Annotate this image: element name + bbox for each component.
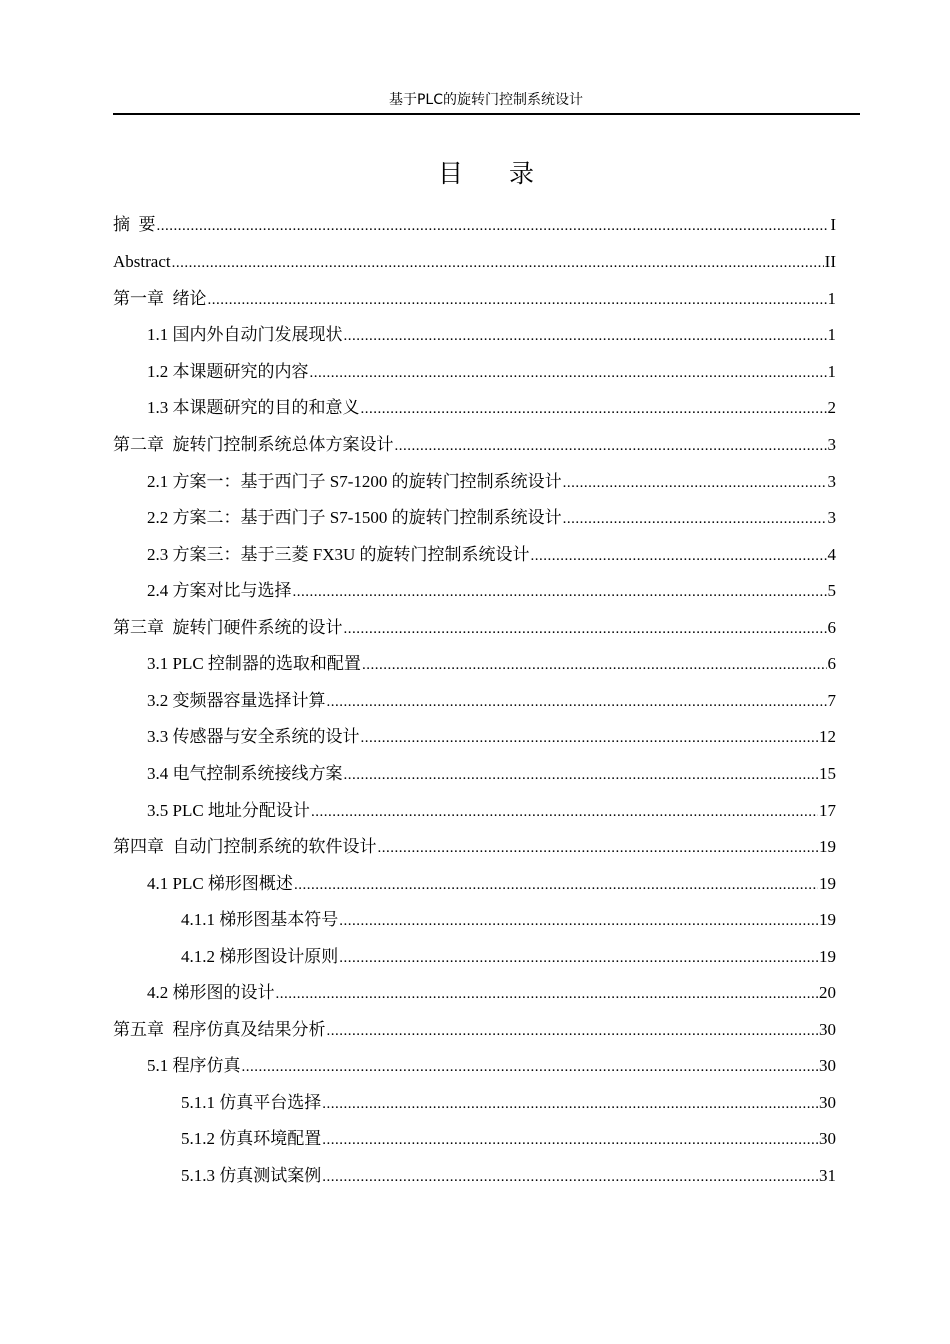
toc-dot-leader bbox=[172, 251, 824, 275]
toc-page-number: 30 bbox=[819, 1020, 836, 1039]
toc-page-number: 19 bbox=[819, 947, 836, 966]
toc-entry-text: 第五章 程序仿真及结果分析 bbox=[113, 1020, 326, 1039]
toc-entry-5-1-3[interactable] bbox=[181, 1164, 836, 1188]
toc-entry-2-1[interactable] bbox=[147, 470, 836, 494]
toc-dot-leader bbox=[322, 1165, 818, 1189]
toc-entry-5-1-2[interactable] bbox=[181, 1127, 836, 1151]
toc-entry-chapter-1[interactable] bbox=[113, 287, 836, 311]
toc-page-number: 19 bbox=[819, 910, 836, 929]
toc-entry-5-1[interactable] bbox=[147, 1054, 836, 1078]
toc-dot-leader bbox=[294, 873, 818, 897]
toc-page-number: 6 bbox=[827, 618, 836, 637]
toc-entry-text: 3.2 变频器容量选择计算 bbox=[147, 691, 326, 710]
toc-entry-text: 5.1.1 仿真平台选择 bbox=[181, 1093, 322, 1112]
toc-page-number: 3 bbox=[827, 435, 836, 454]
running-header: 基于PLC的旋转门控制系统设计 bbox=[388, 92, 584, 108]
toc-dot-leader bbox=[157, 214, 830, 238]
toc-page-number: 12 bbox=[819, 727, 836, 746]
toc-dot-leader bbox=[361, 726, 819, 750]
toc-entry-4-1-1[interactable] bbox=[181, 908, 836, 932]
toc-entry-abstract-en[interactable] bbox=[113, 250, 836, 274]
toc-dot-leader bbox=[310, 361, 827, 385]
toc-page-number: 3 bbox=[827, 508, 836, 527]
toc-dot-leader bbox=[327, 690, 827, 714]
toc-entry-1-2[interactable] bbox=[147, 360, 836, 384]
toc-dot-leader bbox=[322, 1092, 818, 1116]
toc-entry-1-1[interactable] bbox=[147, 323, 836, 347]
toc-entry-2-4[interactable] bbox=[147, 579, 836, 603]
toc-page-number: 31 bbox=[819, 1166, 836, 1185]
toc-page-number: 17 bbox=[819, 801, 836, 820]
toc-page-number: II bbox=[824, 252, 836, 271]
toc-entry-text: 摘 要 bbox=[113, 215, 156, 234]
toc-dot-leader bbox=[339, 909, 818, 933]
toc-entry-4-1-2[interactable] bbox=[181, 945, 836, 969]
toc-dot-leader bbox=[344, 324, 827, 348]
toc-dot-leader bbox=[563, 471, 827, 495]
toc-entry-3-2[interactable] bbox=[147, 689, 836, 713]
toc-entry-text: 5.1 程序仿真 bbox=[147, 1056, 241, 1075]
toc-page-number: 20 bbox=[819, 983, 836, 1002]
toc-dot-leader bbox=[378, 836, 819, 860]
toc-page-number: 1 bbox=[827, 325, 836, 344]
toc-page-number: 4 bbox=[827, 545, 836, 564]
toc-entry-chapter-2[interactable] bbox=[113, 433, 836, 457]
toc-dot-leader bbox=[344, 617, 827, 641]
toc-entry-4-2[interactable] bbox=[147, 981, 836, 1005]
toc-dot-leader bbox=[293, 580, 827, 604]
toc-entry-text: 3.3 传感器与安全系统的设计 bbox=[147, 727, 360, 746]
toc-entry-text: 第二章 旋转门控制系统总体方案设计 bbox=[113, 435, 394, 454]
toc-page-number: 1 bbox=[827, 289, 836, 308]
toc-entry-1-3[interactable] bbox=[147, 396, 836, 420]
toc-entry-text: 5.1.2 仿真环境配置 bbox=[181, 1129, 322, 1148]
toc-page-number: 7 bbox=[827, 691, 836, 710]
toc-entry-5-1-1[interactable] bbox=[181, 1091, 836, 1115]
toc-dot-leader bbox=[322, 1128, 818, 1152]
toc-entry-2-3[interactable] bbox=[147, 543, 836, 567]
toc-dot-leader bbox=[311, 800, 818, 824]
toc-page-number: 2 bbox=[827, 398, 836, 417]
toc-entry-text: 5.1.3 仿真测试案例 bbox=[181, 1166, 322, 1185]
toc-entry-3-5[interactable] bbox=[147, 799, 836, 823]
toc-page-number: I bbox=[830, 215, 836, 234]
toc-entry-text: 4.1.2 梯形图设计原则 bbox=[181, 947, 339, 966]
toc-entry-chapter-5[interactable] bbox=[113, 1018, 836, 1042]
toc-entry-text: 4.2 梯形图的设计 bbox=[147, 983, 275, 1002]
toc-entry-text: 3.4 电气控制系统接线方案 bbox=[147, 764, 343, 783]
toc-entry-text: 1.1 国内外自动门发展现状 bbox=[147, 325, 343, 344]
toc-dot-leader bbox=[344, 763, 819, 787]
toc-entry-text: 第三章 旋转门硬件系统的设计 bbox=[113, 618, 343, 637]
toc-dot-leader bbox=[276, 982, 819, 1006]
toc-page-number: 15 bbox=[819, 764, 836, 783]
toc-dot-leader bbox=[208, 288, 827, 312]
toc-page-number: 30 bbox=[819, 1056, 836, 1075]
toc-entry-2-2[interactable] bbox=[147, 506, 836, 530]
toc-entry-text: 1.3 本课题研究的目的和意义 bbox=[147, 398, 360, 417]
toc-dot-leader bbox=[361, 397, 827, 421]
toc-dot-leader bbox=[327, 1019, 819, 1043]
toc-dot-leader bbox=[242, 1055, 819, 1079]
toc-entry-text: 3.5 PLC 地址分配设计 bbox=[147, 801, 310, 820]
toc-entry-chapter-4[interactable] bbox=[113, 835, 836, 859]
toc-page-number: 30 bbox=[819, 1093, 836, 1112]
toc-dot-leader bbox=[339, 946, 818, 970]
toc-entry-text: 4.1 PLC 梯形图概述 bbox=[147, 874, 293, 893]
toc-entry-3-3[interactable] bbox=[147, 725, 836, 749]
toc-dot-leader bbox=[531, 544, 827, 568]
toc-entry-text: 4.1.1 梯形图基本符号 bbox=[181, 910, 339, 929]
toc-page-number: 3 bbox=[827, 472, 836, 491]
toc-page-number: 19 bbox=[819, 837, 836, 856]
toc-page-number: 19 bbox=[819, 874, 836, 893]
toc-entry-text: 1.2 本课题研究的内容 bbox=[147, 362, 309, 381]
toc-entry-chapter-3[interactable] bbox=[113, 616, 836, 640]
toc-entry-text: 2.2 方案二：基于西门子 S7-1500 的旋转门控制系统设计 bbox=[147, 508, 562, 527]
toc-entry-3-1[interactable] bbox=[147, 652, 836, 676]
toc-dot-leader bbox=[395, 434, 827, 458]
toc-entry-text: 2.1 方案一：基于西门子 S7-1200 的旋转门控制系统设计 bbox=[147, 472, 562, 491]
toc-dot-leader bbox=[563, 507, 827, 531]
toc-entry-text: 3.1 PLC 控制器的选取和配置 bbox=[147, 654, 361, 673]
toc-entry-text: 2.3 方案三：基于三菱 FX3U 的旋转门控制系统设计 bbox=[147, 545, 530, 564]
toc-dot-leader bbox=[362, 653, 827, 677]
toc-entry-text: 第一章 绪论 bbox=[113, 289, 207, 308]
toc-entry-3-4[interactable] bbox=[147, 762, 836, 786]
toc-page-number: 6 bbox=[827, 654, 836, 673]
toc-entry-4-1[interactable] bbox=[147, 872, 836, 896]
toc-entry-text: Abstract bbox=[113, 252, 171, 271]
toc-title: 目录 bbox=[437, 159, 580, 188]
toc-entry-text: 第四章 自动门控制系统的软件设计 bbox=[113, 837, 377, 856]
toc-entry-text: 2.4 方案对比与选择 bbox=[147, 581, 292, 600]
toc-page-number: 1 bbox=[827, 362, 836, 381]
toc-entry-abstract-cn[interactable] bbox=[113, 213, 836, 237]
toc-page-number: 5 bbox=[827, 581, 836, 600]
header-rule bbox=[113, 113, 860, 115]
toc-page-number: 30 bbox=[819, 1129, 836, 1148]
